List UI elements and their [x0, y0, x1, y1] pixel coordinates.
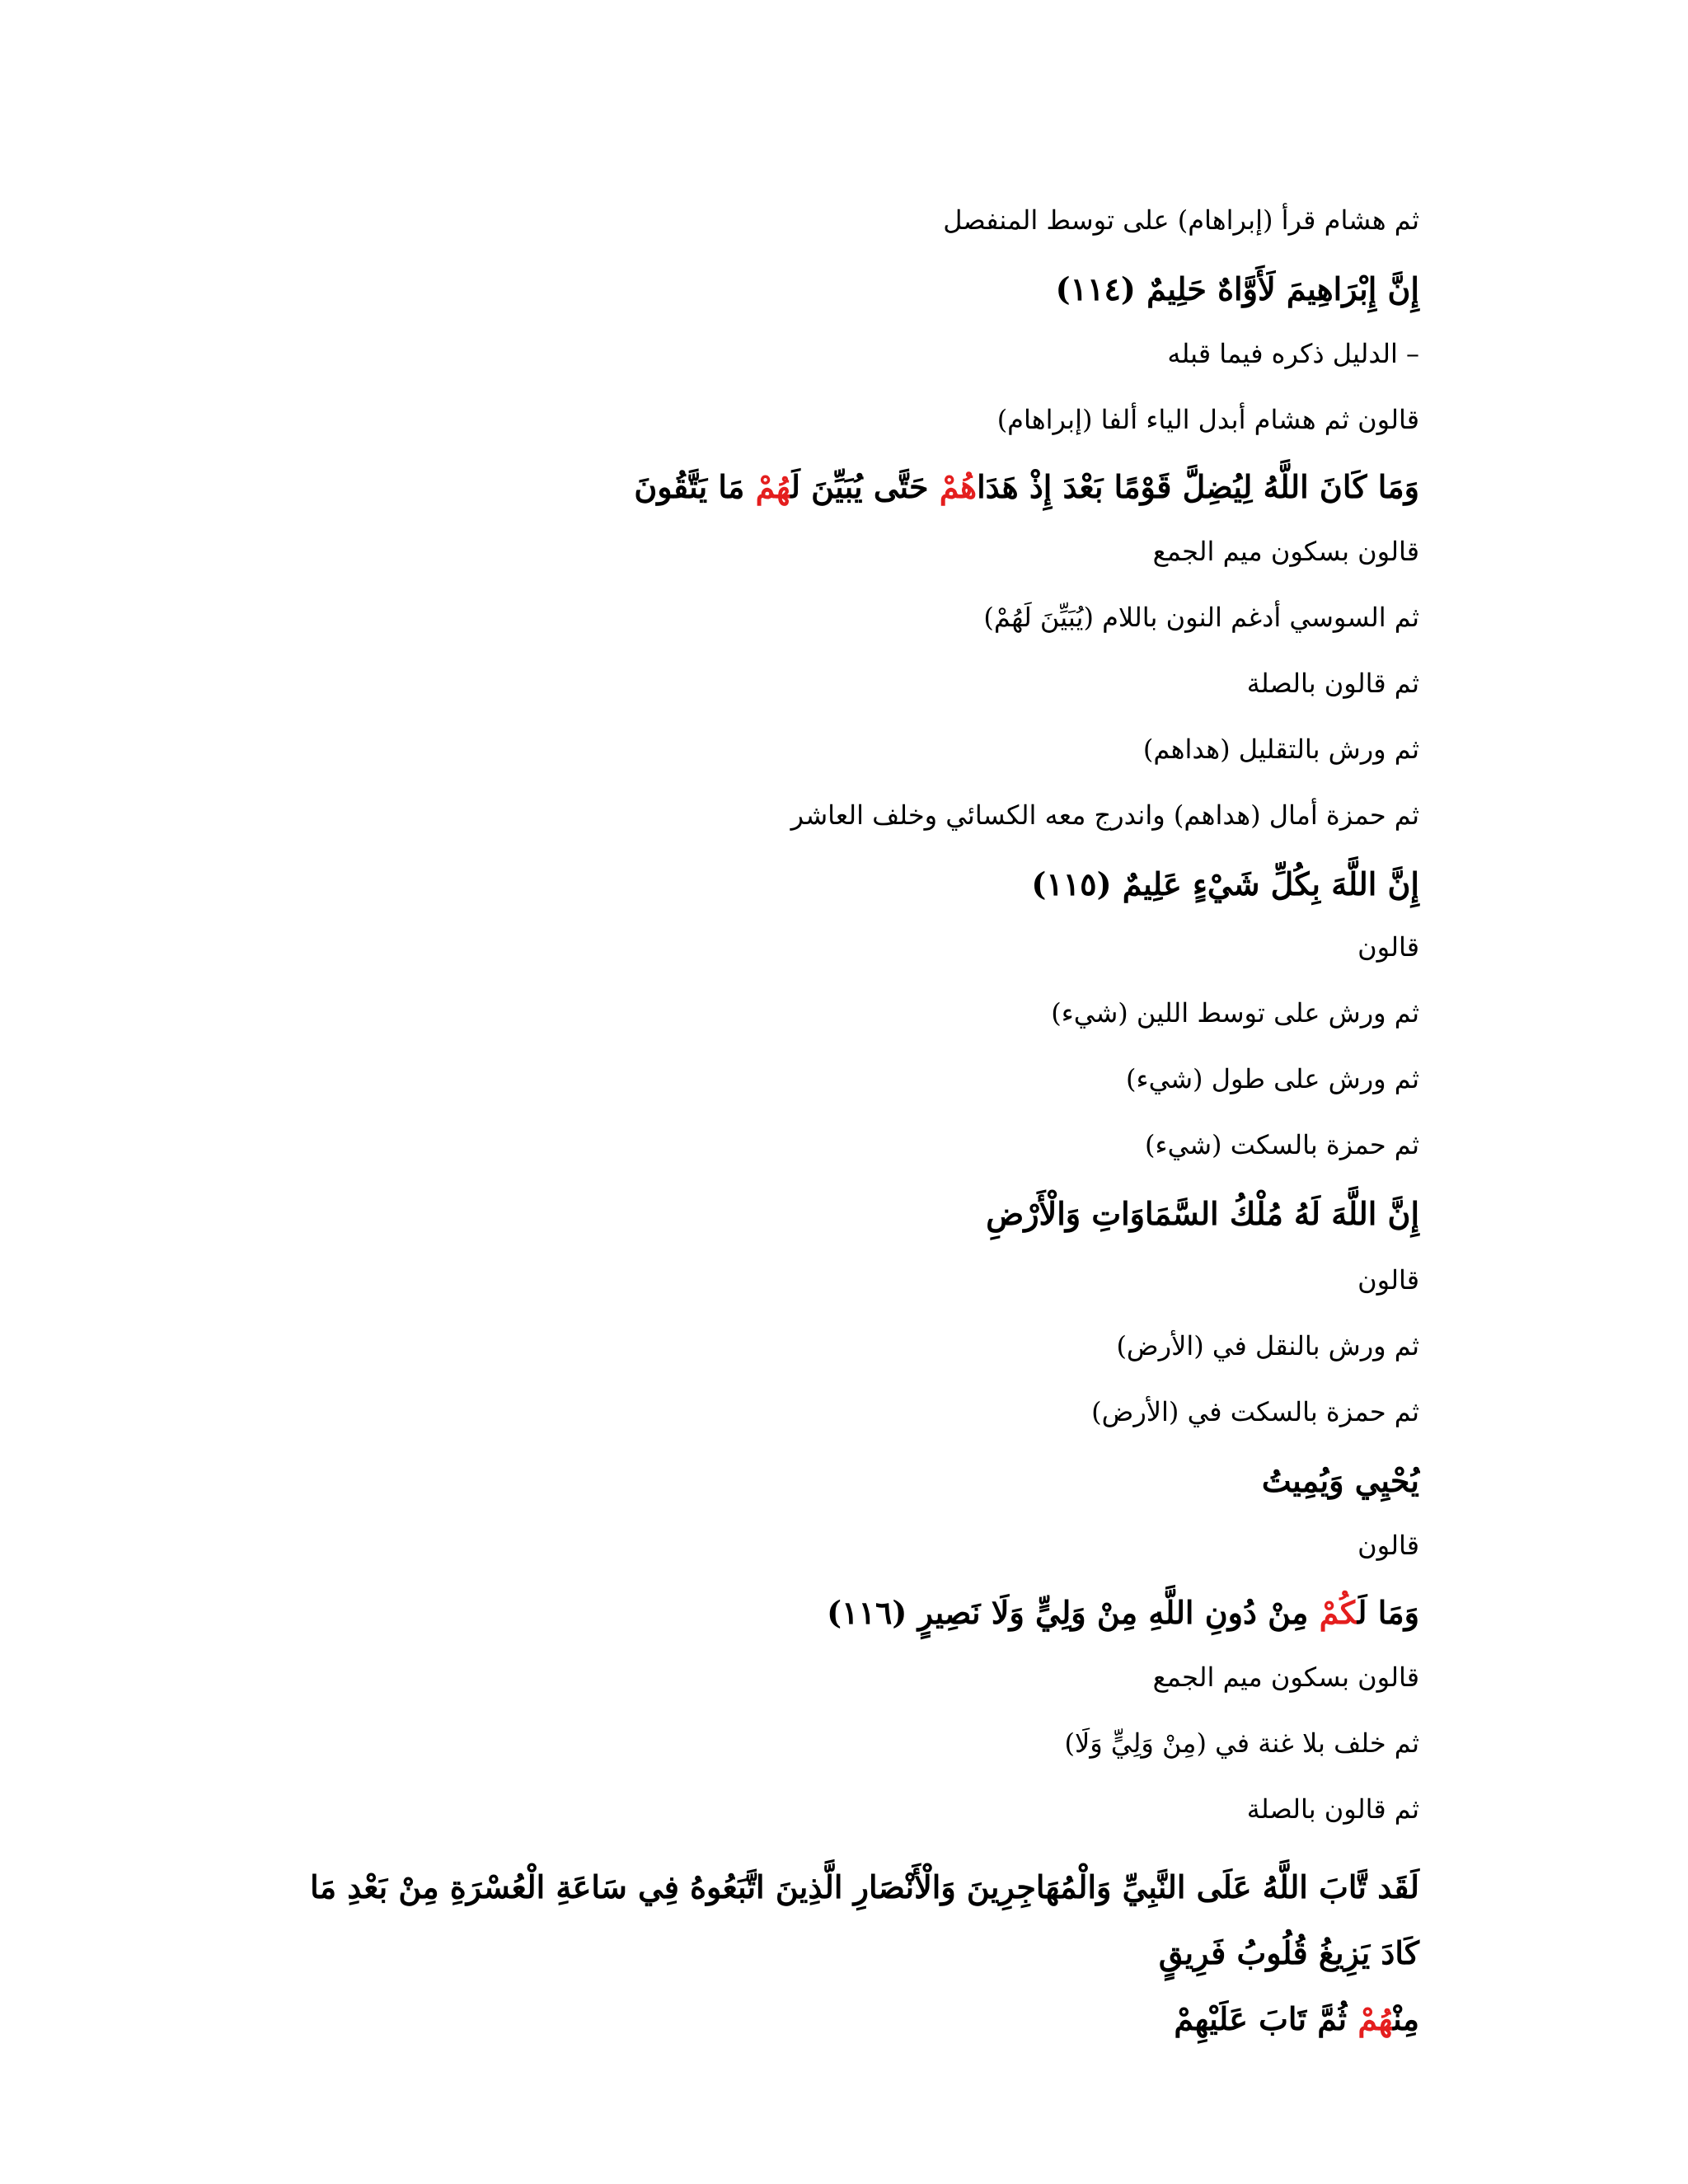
verse-text: وَمَا لَ: [1357, 1594, 1419, 1631]
quran-verse-115: إِنَّ اللَّهَ بِكُلِّ شَيْءٍ عَلِيمٌ (١١٥): [1031, 865, 1419, 902]
note-line: قالون: [1357, 1530, 1419, 1561]
mim-jam-highlight: هُمْ: [755, 468, 791, 505]
quran-verse-115-part1: [634, 468, 1419, 506]
note-line: ثم حمزة أمال (هداهم) واندرج معه الكسائي وخلف العاشر: [790, 799, 1419, 831]
quran-verse-116-part1: إِنَّ اللَّهَ لَهُ مُلْكُ السَّمَاوَاتِ وَالْأَرْضِ: [986, 1195, 1419, 1232]
note-line: ثم ورش بالنقل في (الأرض): [1116, 1330, 1419, 1361]
quran-verse-116-part3: [827, 1594, 1419, 1632]
note-line: ثم قالون بالصلة: [1246, 1793, 1419, 1825]
quran-verse-117: [269, 1854, 1419, 2052]
note-line: ثم قالون بالصلة: [1246, 668, 1419, 699]
note-line: قالون بسكون ميم الجمع: [1152, 536, 1419, 567]
note-line: قالون: [1357, 931, 1419, 963]
verse-text: ثُمَّ تَابَ عَلَيْهِمْ: [1174, 2000, 1358, 2037]
note-line: ثم خلف بلا غنة في (مِنْ وَلِيٍّ وَلَا): [1064, 1727, 1419, 1759]
note-line: ثم حمزة بالسكت في (الأرض): [1091, 1396, 1419, 1427]
note-line: ثم ورش على توسط اللين (شيء): [1051, 997, 1419, 1029]
verse-text: مِنْ: [1393, 2000, 1419, 2037]
verse-text: وَمَا كَانَ اللَّهُ لِيُضِلَّ قَوْمًا بَعْدَ إِذْ هَدَا: [977, 468, 1419, 505]
note-line: – الدليل ذكره فيما قبله: [1167, 338, 1419, 369]
verse-text: مِنْ دُونِ اللَّهِ مِنْ وَلِيٍّ وَلَا نَصِيرٍ (١١٦): [827, 1594, 1320, 1631]
note-line: قالون بسكون ميم الجمع: [1152, 1661, 1419, 1693]
quran-verse-116-part2: يُحْيِي وَيُمِيتُ: [1261, 1462, 1419, 1499]
verse-text: لَقَد تَّابَ اللَّهُ عَلَى النَّبِيِّ وَالْمُهَاجِرِينَ وَالْأَنْصَارِ الَّذِينَ اتَّبَعُوهُ فِي سَاعَةِ الْعُسْرَةِ مِنْ بَعْدِ مَا كَادَ يَزِيغُ قُلُوبُ فَرِيقٍ: [310, 1868, 1419, 1971]
verse-text: مَا يَتَّقُونَ: [634, 468, 756, 505]
mim-jam-highlight: كُمْ: [1319, 1594, 1357, 1631]
note-line: ثم هشام قرأ (إبراهام) على توسط المنفصل: [943, 204, 1419, 236]
mim-jam-highlight: هُمْ: [1357, 2000, 1394, 2037]
note-line: ثم ورش بالتقليل (هداهم): [1142, 733, 1419, 765]
note-line: ثم حمزة بالسكت (شيء): [1145, 1129, 1419, 1160]
note-line: قالون: [1357, 1264, 1419, 1296]
note-line: ثم ورش على طول (شيء): [1126, 1063, 1419, 1094]
quran-verse-114: إِنَّ إِبْرَاهِيمَ لَأَوَّاهٌ حَلِيمٌ (١١٤): [1055, 270, 1419, 307]
note-line: ثم السوسي أدغم النون باللام (يُبَيِّنَ لَهُمْ): [983, 602, 1419, 633]
verse-text: حَتَّى يُبَيِّنَ لَ: [790, 468, 940, 505]
note-line: قالون ثم هشام أبدل الياء ألفا (إبراهام): [996, 404, 1419, 435]
mim-jam-highlight: هُمْ: [939, 468, 978, 505]
